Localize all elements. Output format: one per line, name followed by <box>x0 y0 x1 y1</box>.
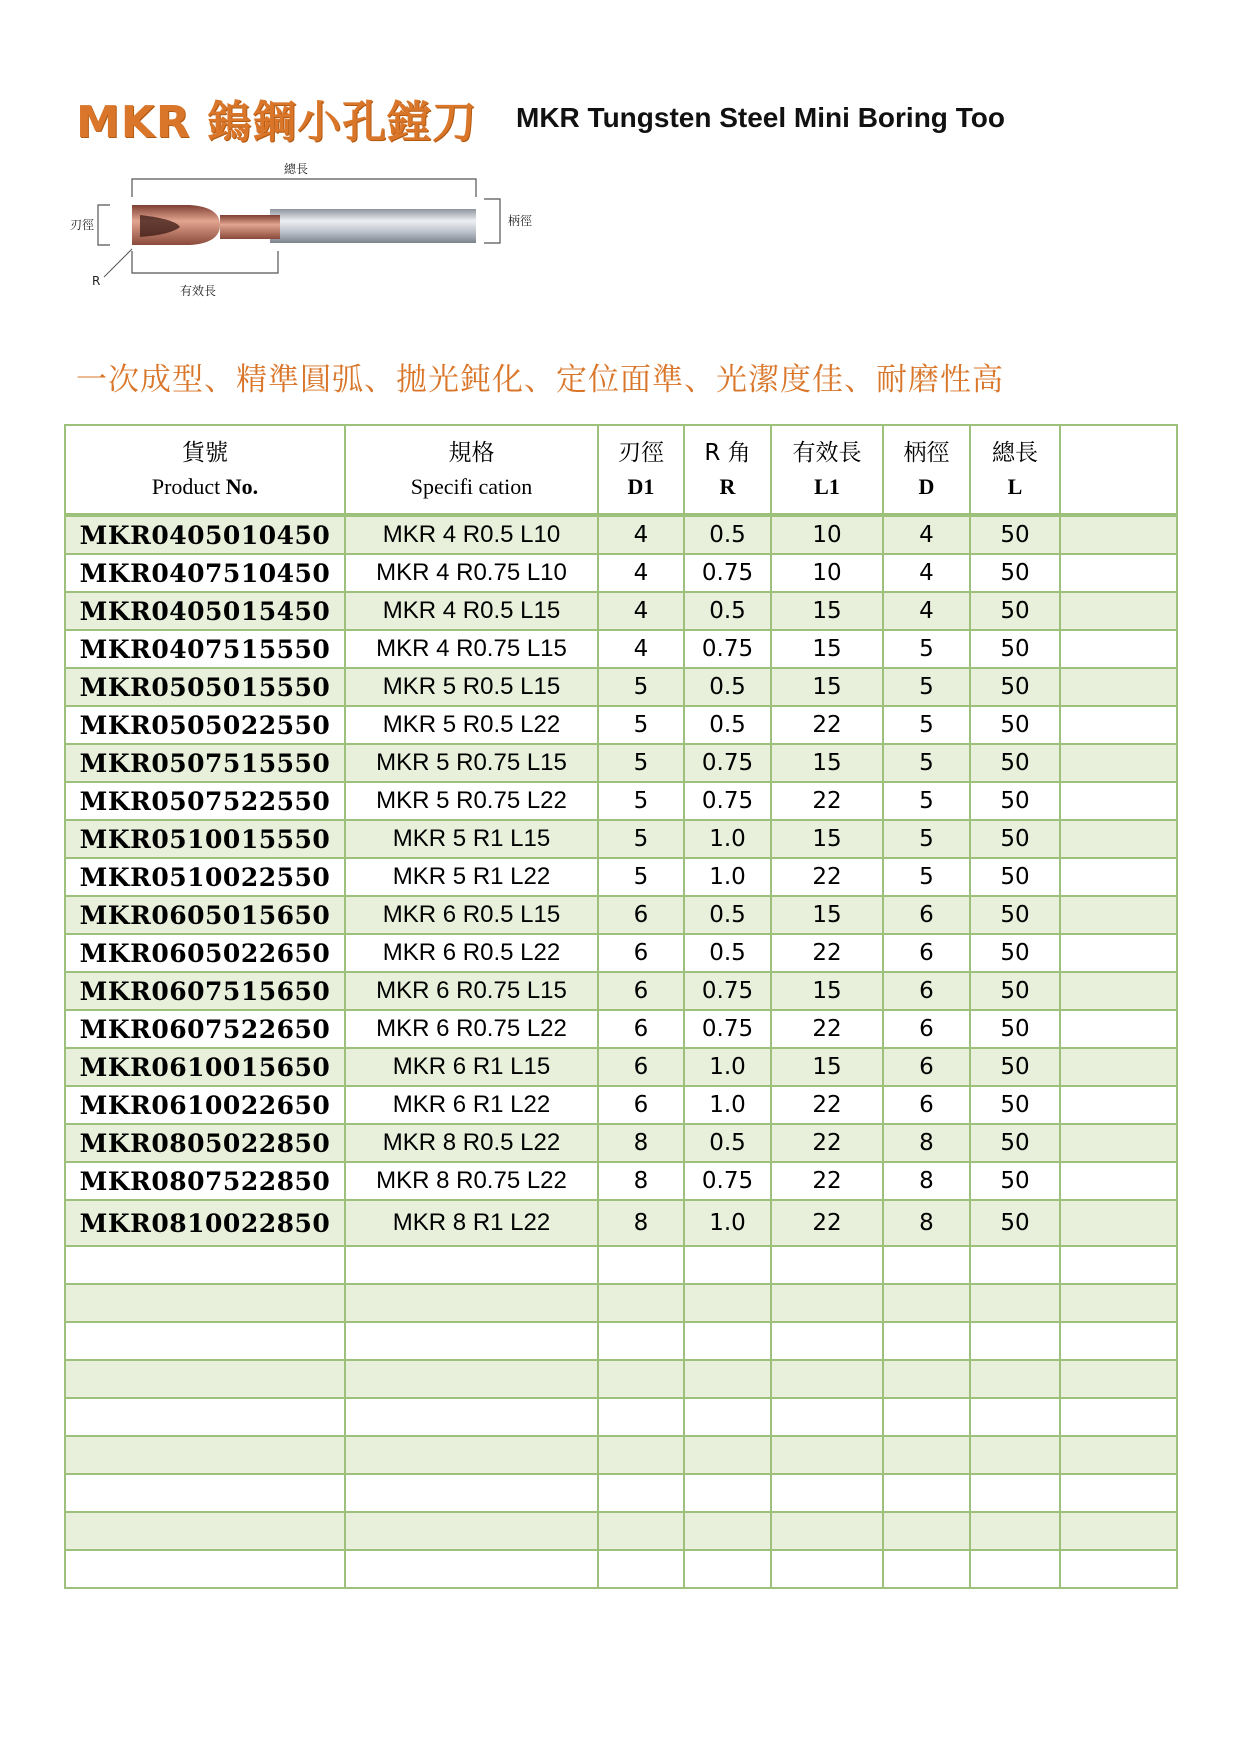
cell-effective-length: 22 <box>771 1200 883 1246</box>
header-r-angle-zh: R 角 <box>704 439 751 466</box>
cell-empty <box>1060 1284 1177 1322</box>
cell-r-angle: 0.5 <box>684 1124 771 1162</box>
cell-empty <box>883 1550 970 1588</box>
cell-empty <box>970 1436 1060 1474</box>
cell-effective-length: 22 <box>771 1086 883 1124</box>
cell-blade-diameter: 5 <box>598 782 684 820</box>
total-length-bracket <box>132 179 476 197</box>
cell-extra <box>1060 858 1177 896</box>
cell-specification: MKR 4 R0.5 L10 <box>345 515 598 554</box>
cell-total-length: 50 <box>970 1048 1060 1086</box>
cell-blade-diameter: 5 <box>598 706 684 744</box>
cell-empty <box>771 1436 883 1474</box>
cell-empty <box>65 1550 345 1588</box>
cell-blade-diameter: 5 <box>598 744 684 782</box>
cell-extra <box>1060 896 1177 934</box>
cell-product-no: MKR0605015650 <box>65 896 345 934</box>
cell-extra <box>1060 1162 1177 1200</box>
header-total-length-en: L <box>1007 473 1023 499</box>
cell-total-length: 50 <box>970 858 1060 896</box>
cell-total-length: 50 <box>970 1162 1060 1200</box>
table-row-empty <box>65 1398 1177 1436</box>
header-product-no-en: Product No. <box>151 473 259 499</box>
cell-specification: MKR 6 R0.75 L15 <box>345 972 598 1010</box>
cell-specification: MKR 5 R0.5 L22 <box>345 706 598 744</box>
cell-product-no: MKR0607522650 <box>65 1010 345 1048</box>
cell-specification: MKR 4 R0.75 L15 <box>345 630 598 668</box>
header-product-no <box>65 425 345 515</box>
cell-r-angle: 0.75 <box>684 782 771 820</box>
cell-empty <box>883 1474 970 1512</box>
cell-empty <box>883 1360 970 1398</box>
cell-empty <box>970 1360 1060 1398</box>
cell-empty <box>598 1474 684 1512</box>
cell-blade-diameter: 5 <box>598 668 684 706</box>
cell-specification: MKR 5 R0.5 L15 <box>345 668 598 706</box>
cell-effective-length: 22 <box>771 1162 883 1200</box>
cell-extra <box>1060 1086 1177 1124</box>
header-product-no-zh: 貨號 <box>182 439 228 466</box>
cell-specification: MKR 8 R1 L22 <box>345 1200 598 1246</box>
cell-product-no: MKR0510015550 <box>65 820 345 858</box>
table-row-empty <box>65 1474 1177 1512</box>
cell-effective-length: 10 <box>771 515 883 554</box>
shank-diameter-bracket <box>484 199 500 243</box>
cell-empty <box>598 1246 684 1284</box>
cell-extra <box>1060 592 1177 630</box>
cell-empty <box>970 1398 1060 1436</box>
cell-r-angle: 0.75 <box>684 744 771 782</box>
spec-table <box>64 424 1178 1589</box>
cell-empty <box>883 1284 970 1322</box>
cell-empty <box>65 1398 345 1436</box>
cell-product-no: MKR0405015450 <box>65 592 345 630</box>
cell-specification: MKR 4 R0.75 L10 <box>345 554 598 592</box>
cell-effective-length: 22 <box>771 706 883 744</box>
shank-diameter-label: 柄徑 <box>508 214 533 228</box>
cell-effective-length: 15 <box>771 1048 883 1086</box>
cell-specification: MKR 6 R1 L22 <box>345 1086 598 1124</box>
cell-extra <box>1060 706 1177 744</box>
cell-empty <box>1060 1398 1177 1436</box>
header-blade-diameter <box>598 425 684 515</box>
cell-empty <box>345 1398 598 1436</box>
cell-r-angle: 1.0 <box>684 858 771 896</box>
cell-product-no: MKR0407510450 <box>65 554 345 592</box>
r-leader-line <box>104 249 132 277</box>
cell-product-no: MKR0807522850 <box>65 1162 345 1200</box>
cell-specification: MKR 5 R1 L15 <box>345 820 598 858</box>
cell-effective-length: 15 <box>771 972 883 1010</box>
cell-total-length: 50 <box>970 668 1060 706</box>
cell-blade-diameter: 8 <box>598 1124 684 1162</box>
table-row <box>65 592 1177 630</box>
cell-empty <box>65 1246 345 1284</box>
cell-extra <box>1060 820 1177 858</box>
table-row <box>65 668 1177 706</box>
cell-blade-diameter: 6 <box>598 972 684 1010</box>
table-row <box>65 1124 1177 1162</box>
cell-empty <box>598 1360 684 1398</box>
cell-total-length: 50 <box>970 706 1060 744</box>
cell-shank-diameter: 4 <box>883 554 970 592</box>
cell-extra <box>1060 782 1177 820</box>
cell-r-angle: 0.5 <box>684 515 771 554</box>
cell-product-no: MKR0505022550 <box>65 706 345 744</box>
table-row <box>65 934 1177 972</box>
table-row-empty <box>65 1284 1177 1322</box>
cell-empty <box>598 1398 684 1436</box>
cell-extra <box>1060 668 1177 706</box>
header-blade-diameter-zh: 刃徑 <box>618 439 664 466</box>
cell-empty <box>65 1512 345 1550</box>
cell-effective-length: 22 <box>771 782 883 820</box>
cell-empty <box>771 1284 883 1322</box>
cell-product-no: MKR0610022650 <box>65 1086 345 1124</box>
cell-empty <box>598 1436 684 1474</box>
r-label: R <box>92 274 101 288</box>
header-shank-diameter <box>883 425 970 515</box>
table-row <box>65 1162 1177 1200</box>
table-row-empty <box>65 1550 1177 1588</box>
blade-diameter-bracket <box>98 205 110 245</box>
cell-empty <box>684 1246 771 1284</box>
cell-extra <box>1060 515 1177 554</box>
cell-empty <box>771 1512 883 1550</box>
cell-product-no: MKR0505015550 <box>65 668 345 706</box>
cell-empty <box>345 1436 598 1474</box>
cell-empty <box>970 1474 1060 1512</box>
cell-blade-diameter: 8 <box>598 1200 684 1246</box>
cell-empty <box>684 1550 771 1588</box>
cell-r-angle: 0.75 <box>684 1010 771 1048</box>
cell-empty <box>1060 1246 1177 1284</box>
table-row <box>65 1048 1177 1086</box>
cell-product-no: MKR0510022550 <box>65 858 345 896</box>
effective-length-label: 有效長 <box>180 284 217 298</box>
cell-blade-diameter: 5 <box>598 820 684 858</box>
cell-product-no: MKR0805022850 <box>65 1124 345 1162</box>
cell-extra <box>1060 1048 1177 1086</box>
table-row <box>65 706 1177 744</box>
cell-total-length: 50 <box>970 592 1060 630</box>
table-row-empty <box>65 1322 1177 1360</box>
cell-shank-diameter: 8 <box>883 1124 970 1162</box>
cell-empty <box>345 1360 598 1398</box>
cell-blade-diameter: 4 <box>598 592 684 630</box>
cell-effective-length: 15 <box>771 820 883 858</box>
header-effective-length-zh: 有效長 <box>792 439 862 466</box>
cell-empty <box>684 1360 771 1398</box>
cell-empty <box>883 1398 970 1436</box>
cell-r-angle: 1.0 <box>684 1086 771 1124</box>
cell-r-angle: 0.5 <box>684 706 771 744</box>
cell-empty <box>883 1322 970 1360</box>
cell-shank-diameter: 4 <box>883 592 970 630</box>
cell-empty <box>345 1284 598 1322</box>
cell-empty <box>771 1246 883 1284</box>
cell-r-angle: 0.75 <box>684 554 771 592</box>
header-total-length <box>970 425 1060 515</box>
header-shank-diameter-zh: 柄徑 <box>903 439 950 466</box>
header-r-angle <box>684 425 771 515</box>
cell-blade-diameter: 6 <box>598 1010 684 1048</box>
table-row-empty <box>65 1512 1177 1550</box>
cell-specification: MKR 5 R0.75 L15 <box>345 744 598 782</box>
cell-shank-diameter: 5 <box>883 630 970 668</box>
cell-total-length: 50 <box>970 972 1060 1010</box>
cell-r-angle: 0.5 <box>684 896 771 934</box>
header-r-angle-en: R <box>719 473 736 499</box>
cell-extra <box>1060 934 1177 972</box>
table-row <box>65 630 1177 668</box>
cell-shank-diameter: 8 <box>883 1200 970 1246</box>
cell-shank-diameter: 4 <box>883 515 970 554</box>
page-title-zh: MKR 鎢鋼小孔鏜刀 <box>76 97 478 148</box>
cell-shank-diameter: 5 <box>883 858 970 896</box>
cell-empty <box>65 1360 345 1398</box>
cell-specification: MKR 6 R1 L15 <box>345 1048 598 1086</box>
cell-empty <box>684 1474 771 1512</box>
table-row <box>65 972 1177 1010</box>
total-length-label: 總長 <box>284 162 309 176</box>
cell-effective-length: 22 <box>771 1010 883 1048</box>
table-header-row <box>65 425 1177 515</box>
cell-empty <box>970 1322 1060 1360</box>
cell-shank-diameter: 5 <box>883 782 970 820</box>
cell-extra <box>1060 972 1177 1010</box>
header-specification-en: Specifi cation <box>410 473 533 499</box>
cell-r-angle: 1.0 <box>684 1048 771 1086</box>
cell-extra <box>1060 554 1177 592</box>
cell-empty <box>1060 1436 1177 1474</box>
cell-empty <box>1060 1550 1177 1588</box>
header-extra <box>1060 425 1177 515</box>
cell-empty <box>1060 1360 1177 1398</box>
cell-r-angle: 1.0 <box>684 1200 771 1246</box>
cell-total-length: 50 <box>970 515 1060 554</box>
cell-effective-length: 22 <box>771 1124 883 1162</box>
header-effective-length <box>771 425 883 515</box>
cell-effective-length: 15 <box>771 668 883 706</box>
cell-shank-diameter: 5 <box>883 668 970 706</box>
cell-product-no: MKR0605022650 <box>65 934 345 972</box>
cell-specification: MKR 6 R0.75 L22 <box>345 1010 598 1048</box>
cell-shank-diameter: 6 <box>883 1086 970 1124</box>
cell-empty <box>684 1284 771 1322</box>
cell-product-no: MKR0405010450 <box>65 515 345 554</box>
header-blade-diameter-en: D1 <box>627 473 655 499</box>
cell-product-no: MKR0407515550 <box>65 630 345 668</box>
cell-empty <box>771 1474 883 1512</box>
cell-empty <box>883 1246 970 1284</box>
cell-empty <box>1060 1512 1177 1550</box>
cell-blade-diameter: 5 <box>598 858 684 896</box>
cell-empty <box>598 1284 684 1322</box>
header-effective-length-en: L1 <box>814 473 840 499</box>
cell-empty <box>970 1246 1060 1284</box>
cell-empty <box>771 1322 883 1360</box>
cell-effective-length: 15 <box>771 630 883 668</box>
cell-r-angle: 0.75 <box>684 972 771 1010</box>
tool-diagram <box>70 155 610 335</box>
table-row <box>65 515 1177 554</box>
table-row <box>65 782 1177 820</box>
cell-shank-diameter: 6 <box>883 1010 970 1048</box>
cell-r-angle: 0.75 <box>684 630 771 668</box>
cell-empty <box>970 1550 1060 1588</box>
tool-neck <box>220 215 280 239</box>
header-total-length-zh: 總長 <box>992 439 1038 466</box>
cell-empty <box>970 1284 1060 1322</box>
cell-product-no: MKR0507515550 <box>65 744 345 782</box>
cell-r-angle: 0.5 <box>684 592 771 630</box>
cell-empty <box>65 1436 345 1474</box>
table-row <box>65 744 1177 782</box>
cell-total-length: 50 <box>970 554 1060 592</box>
cell-extra <box>1060 744 1177 782</box>
cell-blade-diameter: 4 <box>598 630 684 668</box>
table-row-empty <box>65 1436 1177 1474</box>
header-specification <box>345 425 598 515</box>
cell-r-angle: 0.75 <box>684 1162 771 1200</box>
cell-empty <box>65 1474 345 1512</box>
cell-total-length: 50 <box>970 820 1060 858</box>
cell-shank-diameter: 6 <box>883 1048 970 1086</box>
cell-blade-diameter: 8 <box>598 1162 684 1200</box>
cell-empty <box>771 1398 883 1436</box>
cell-empty <box>684 1512 771 1550</box>
title-row <box>76 86 1176 146</box>
cell-total-length: 50 <box>970 1200 1060 1246</box>
cell-shank-diameter: 6 <box>883 934 970 972</box>
cell-effective-length: 15 <box>771 592 883 630</box>
cell-specification: MKR 6 R0.5 L15 <box>345 896 598 934</box>
cell-empty <box>771 1550 883 1588</box>
cell-empty <box>684 1398 771 1436</box>
cell-blade-diameter: 6 <box>598 1048 684 1086</box>
cell-blade-diameter: 4 <box>598 515 684 554</box>
cell-specification: MKR 4 R0.5 L15 <box>345 592 598 630</box>
cell-specification: MKR 5 R1 L22 <box>345 858 598 896</box>
cell-empty <box>65 1284 345 1322</box>
cell-total-length: 50 <box>970 630 1060 668</box>
effective-length-bracket <box>132 251 278 273</box>
cell-extra <box>1060 1200 1177 1246</box>
cell-empty <box>684 1436 771 1474</box>
cell-effective-length: 22 <box>771 934 883 972</box>
cell-total-length: 50 <box>970 1010 1060 1048</box>
cell-effective-length: 22 <box>771 858 883 896</box>
cell-specification: MKR 6 R0.5 L22 <box>345 934 598 972</box>
table-row <box>65 1086 1177 1124</box>
cell-product-no: MKR0507522550 <box>65 782 345 820</box>
cell-shank-diameter: 8 <box>883 1162 970 1200</box>
cell-empty <box>65 1322 345 1360</box>
cell-total-length: 50 <box>970 744 1060 782</box>
cell-empty <box>345 1512 598 1550</box>
blade-diameter-label: 刃徑 <box>70 218 95 232</box>
cell-r-angle: 0.5 <box>684 934 771 972</box>
cell-empty <box>345 1322 598 1360</box>
cell-empty <box>771 1360 883 1398</box>
table-row <box>65 896 1177 934</box>
cell-empty <box>345 1474 598 1512</box>
table-row <box>65 858 1177 896</box>
cell-extra <box>1060 630 1177 668</box>
cell-empty <box>598 1512 684 1550</box>
cell-product-no: MKR0607515650 <box>65 972 345 1010</box>
cell-shank-diameter: 6 <box>883 896 970 934</box>
table-row-empty <box>65 1246 1177 1284</box>
table-row <box>65 554 1177 592</box>
header-shank-diameter-en: D <box>918 473 935 499</box>
cell-specification: MKR 5 R0.75 L22 <box>345 782 598 820</box>
cell-empty <box>598 1322 684 1360</box>
cell-r-angle: 1.0 <box>684 820 771 858</box>
feature-slogan: 一次成型、精準圓弧、拋光鈍化、定位面準、光潔度佳、耐磨性高 <box>76 362 1004 398</box>
cell-blade-diameter: 6 <box>598 1086 684 1124</box>
cell-empty <box>345 1550 598 1588</box>
table-row <box>65 820 1177 858</box>
cell-shank-diameter: 5 <box>883 820 970 858</box>
cell-shank-diameter: 6 <box>883 972 970 1010</box>
table-row <box>65 1200 1177 1246</box>
cell-blade-diameter: 4 <box>598 554 684 592</box>
cell-total-length: 50 <box>970 934 1060 972</box>
table-body <box>65 515 1177 1588</box>
cell-shank-diameter: 5 <box>883 744 970 782</box>
cell-product-no: MKR0610015650 <box>65 1048 345 1086</box>
cell-specification: MKR 8 R0.75 L22 <box>345 1162 598 1200</box>
cell-extra <box>1060 1010 1177 1048</box>
cell-effective-length: 15 <box>771 744 883 782</box>
cell-empty <box>1060 1474 1177 1512</box>
cell-empty <box>883 1436 970 1474</box>
cell-total-length: 50 <box>970 896 1060 934</box>
cell-total-length: 50 <box>970 782 1060 820</box>
page-title-en: MKR Tungsten Steel Mini Boring Too <box>516 102 1005 133</box>
cell-r-angle: 0.5 <box>684 668 771 706</box>
cell-empty <box>345 1246 598 1284</box>
tool-diagram-svg <box>70 155 610 335</box>
cell-shank-diameter: 5 <box>883 706 970 744</box>
cell-total-length: 50 <box>970 1124 1060 1162</box>
cell-blade-diameter: 6 <box>598 896 684 934</box>
cell-product-no: MKR0810022850 <box>65 1200 345 1246</box>
cell-empty <box>1060 1322 1177 1360</box>
cell-specification: MKR 8 R0.5 L22 <box>345 1124 598 1162</box>
cell-empty <box>598 1550 684 1588</box>
cell-empty <box>970 1512 1060 1550</box>
cell-effective-length: 10 <box>771 554 883 592</box>
cell-empty <box>684 1322 771 1360</box>
cell-effective-length: 15 <box>771 896 883 934</box>
cell-blade-diameter: 6 <box>598 934 684 972</box>
table-row-empty <box>65 1360 1177 1398</box>
cell-extra <box>1060 1124 1177 1162</box>
tool-shank <box>270 209 476 243</box>
table-row <box>65 1010 1177 1048</box>
header-specification-zh: 規格 <box>448 439 495 466</box>
cell-total-length: 50 <box>970 1086 1060 1124</box>
cell-empty <box>883 1512 970 1550</box>
